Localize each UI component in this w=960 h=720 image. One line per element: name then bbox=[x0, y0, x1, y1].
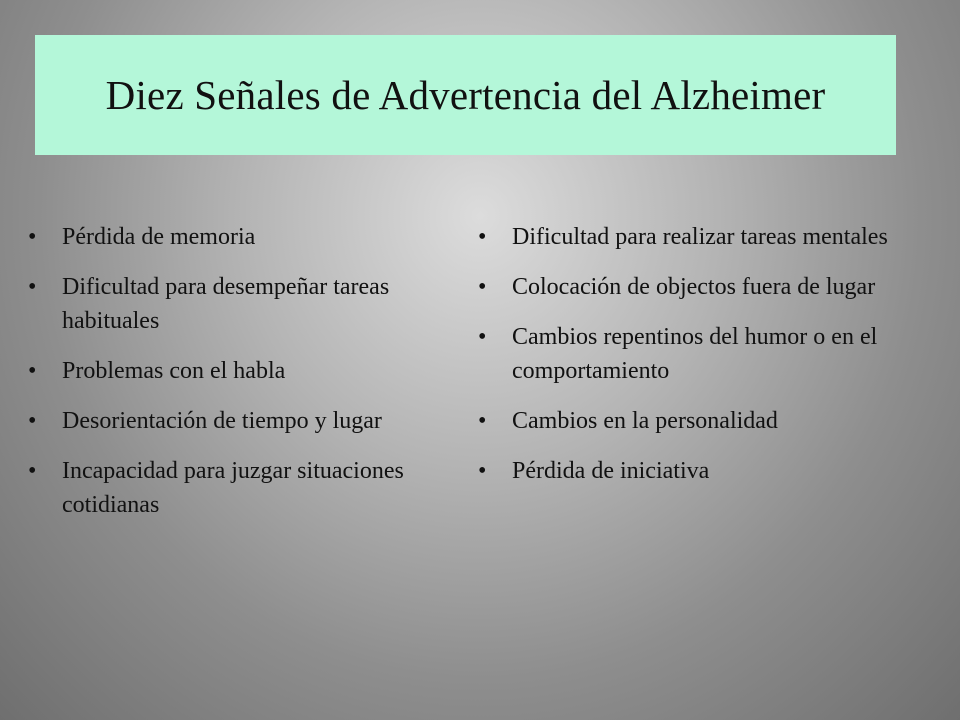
bullet-icon: • bbox=[28, 358, 37, 384]
list-item bbox=[28, 220, 428, 254]
list-item-text: Pérdida de memoria bbox=[62, 224, 256, 250]
list-item-text: Dificultad para realizar tareas mentales bbox=[512, 224, 888, 250]
list-item-text: Pérdida de iniciativa bbox=[512, 458, 710, 484]
bullet-icon: • bbox=[28, 458, 37, 484]
bullet-icon: • bbox=[478, 458, 487, 484]
list-item bbox=[28, 270, 428, 338]
bullet-icon: • bbox=[478, 274, 487, 300]
list-item-text: Desorientación de tiempo y lugar bbox=[62, 408, 382, 434]
list-item bbox=[478, 454, 940, 488]
list-item-text: Cambios repentinos del humor o en el comportamiento bbox=[512, 324, 878, 384]
list-item bbox=[28, 404, 428, 438]
bullet-icon: • bbox=[478, 408, 487, 434]
left-bullet-list bbox=[28, 220, 428, 538]
right-bullet-list bbox=[478, 220, 940, 504]
list-item-text: Incapacidad para juzgar situaciones cotidianas bbox=[62, 458, 404, 518]
bullet-icon: • bbox=[478, 224, 487, 250]
bullet-icon: • bbox=[28, 224, 37, 250]
list-item bbox=[478, 404, 940, 438]
bullet-icon: • bbox=[28, 408, 37, 434]
list-item bbox=[478, 320, 940, 388]
list-item-text: Colocación de objectos fuera de lugar bbox=[512, 274, 876, 300]
list-item-text: Cambios en la personalidad bbox=[512, 408, 778, 434]
list-item bbox=[28, 354, 428, 388]
list-item bbox=[28, 454, 428, 522]
list-item-text: Problemas con el habla bbox=[62, 358, 286, 384]
bullet-icon: • bbox=[28, 274, 37, 300]
list-item bbox=[478, 270, 940, 304]
slide-title: Diez Señales de Advertencia del Alzheimer bbox=[105, 72, 826, 118]
bullet-icon: • bbox=[478, 324, 487, 350]
list-item bbox=[478, 220, 940, 254]
list-item-text: Dificultad para desempeñar tareas habituales bbox=[62, 274, 390, 334]
title-banner bbox=[35, 35, 896, 155]
